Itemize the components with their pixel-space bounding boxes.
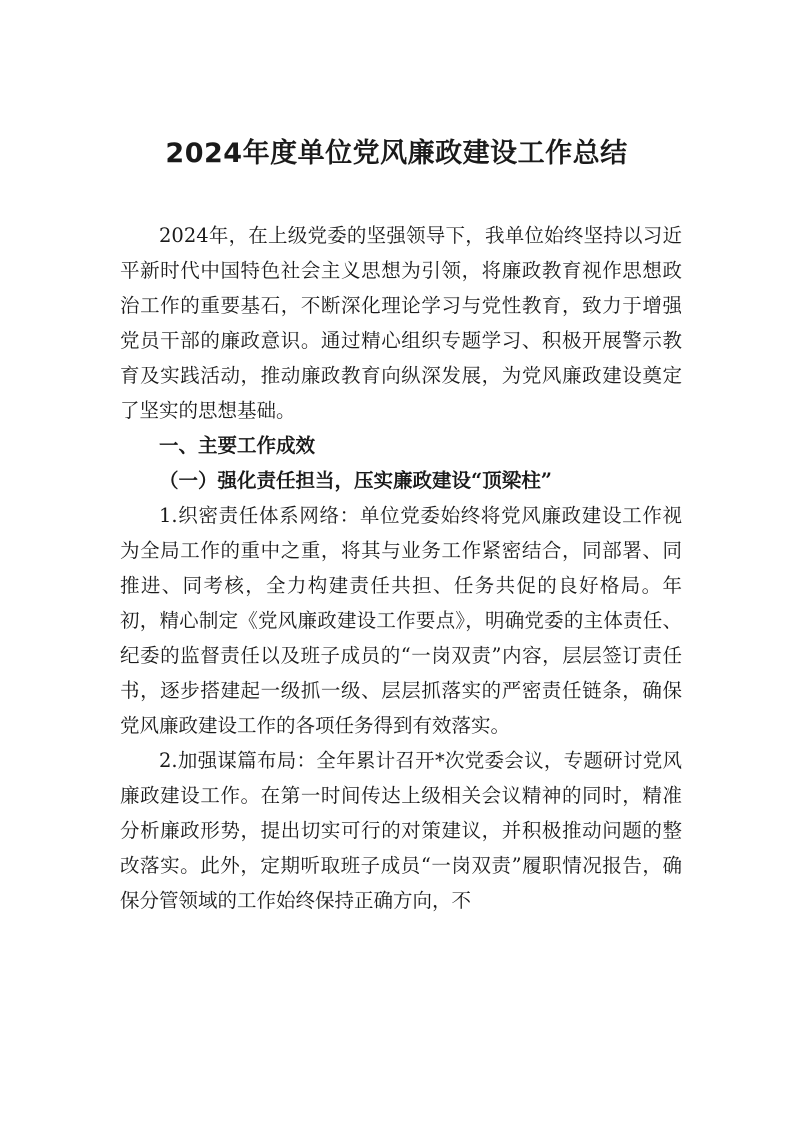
item-paragraph-1: 1.织密责任体系网络：单位党委始终将党风廉政建设工作视为全局工作的重中之重，将其与业务工作紧密结合，同部署、同推进、同考核，全力构建责任共担、任务共促的良好格局。年初，精心制定《党风廉政建设工作要点》，明确党委的主体责任、纪委的监督责任以及班子成员的“一岗双责”内容，层层签订责任书，逐步搭建起一级抓一级、层层抓落实的严密责任链条，确保党风廉政建设工作的各项任务得到有效落实。 bbox=[120, 504, 682, 737]
section-heading-main-achievements: 一、主要工作成效 bbox=[159, 434, 316, 457]
document-title: 2024年度单位党风廉政建设工作总结 bbox=[165, 138, 628, 169]
document-body bbox=[120, 218, 682, 918]
intro-paragraph: 2024年，在上级党委的坚强领导下，我单位始终坚持以习近平新时代中国特色社会主义思想为引领，将廉政教育视作思想政治工作的重要基石，不断深化理论学习与党性教育，致力于增强党员干部的廉政意识。通过精心组织专题学习、积极开展警示教育及实践活动，推动廉政教育向纵深发展，为党风廉政建设奠定了坚实的思想基础。 bbox=[120, 224, 682, 422]
item-paragraph-2: 2.加强谋篇布局：全年累计召开*次党委会议，专题研讨党风廉政建设工作。在第一时间传达上级相关会议精神的同时，精准分析廉政形势，提出切实可行的对策建议，并积极推动问题的整改落实。此外，定期听取班子成员“一岗双责”履职情况报告，确保分管领域的工作始终保持正确方向，不 bbox=[120, 749, 682, 912]
subsection-heading-responsibility: （一）强化责任担当，压实廉政建设“顶梁柱” bbox=[159, 469, 552, 492]
